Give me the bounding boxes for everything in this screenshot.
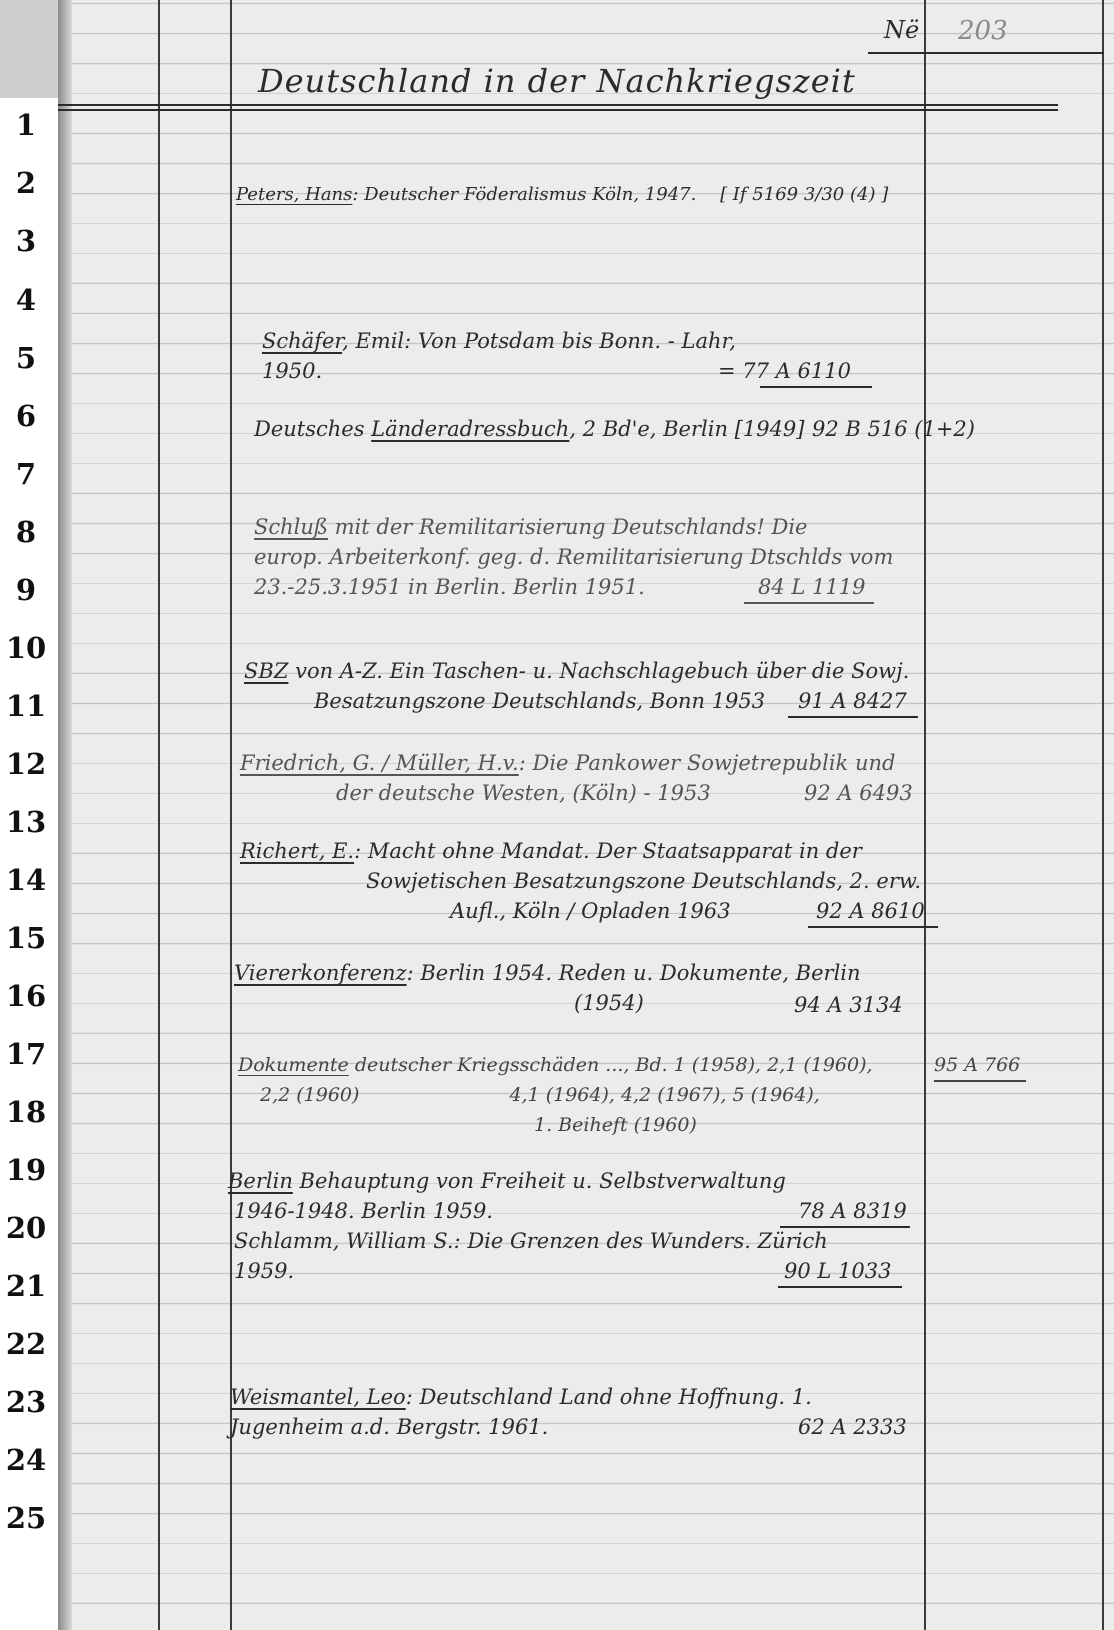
entry-text: 1959. (234, 1259, 295, 1283)
card-title: Deutschland in der Nachkriegszeit (258, 62, 856, 100)
margin-rule-left (158, 0, 160, 1630)
entry-text: 4,1 (1964), 4,2 (1967), 5 (1964), (509, 1084, 820, 1106)
entry-text: 1950. (262, 359, 323, 383)
entry-signature: [ If 5169 3/30 (4) ] (720, 184, 889, 205)
margin-rule-right (924, 0, 926, 1630)
entry-author: Schäfer (262, 329, 343, 353)
row-number: 8 (15, 515, 37, 549)
entry-signature: 92 A 8610 (816, 899, 925, 923)
entry-text: europ. Arbeiterkonf. geg. d. Remilitarisierung Dtschlds vom (254, 545, 894, 569)
entry-text: Jugenheim a.d. Bergstr. 1961. (230, 1415, 549, 1439)
entry-title: Schluß (254, 515, 328, 539)
row-number: 17 (5, 1037, 47, 1071)
entry-signature: 84 L 1119 (758, 575, 866, 599)
entry-author: Peters, Hans (236, 184, 353, 205)
entry-text: 1. Beiheft (1960) (534, 1114, 697, 1136)
entry-weismantel (230, 1382, 812, 1442)
entry-text: : Deutscher Föderalismus Köln, 1947. (352, 184, 697, 205)
signature-underline (778, 1286, 902, 1288)
entry-text: 23.-25.3.1951 in Berlin. Berlin 1951. (254, 575, 645, 599)
entry-title: Viererkonferenz (234, 961, 407, 985)
entry-signature: 62 A 2333 (798, 1415, 907, 1439)
entry-author: Richert, E. (240, 839, 355, 863)
number-box-rule (868, 52, 1104, 54)
entry-schaefer (262, 326, 736, 386)
page-rule-right (1102, 0, 1104, 1630)
row-number: 21 (5, 1269, 47, 1303)
entry-text: Schlamm, William S.: Die Grenzen des Wunders. Zürich (234, 1229, 828, 1253)
entry-text: von A-Z. Ein Taschen- u. Nachschlagebuch über die Sowj. (288, 659, 910, 683)
signature-underline (744, 602, 874, 604)
entry-viererkonferenz (234, 958, 861, 1018)
card-number-label: Në (884, 16, 920, 44)
row-number: 6 (15, 399, 37, 433)
row-number: 16 (5, 979, 47, 1013)
entry-text: , 2 Bd'e, Berlin [1949] (569, 417, 805, 441)
entry-text: : Berlin 1954. Reden u. Dokumente, Berlin (406, 961, 861, 985)
entry-signature: 92 A 6493 (804, 781, 913, 805)
entry-text: Sowjetischen Besatzungszone Deutschlands, 2. erw. (366, 869, 922, 893)
entry-berlin (228, 1166, 786, 1226)
row-number: 14 (5, 863, 47, 897)
signature-underline (788, 716, 918, 718)
entry-text: : Macht ohne Mandat. Der Staatsapparat in der (354, 839, 862, 863)
entry-signature: 90 L 1033 (784, 1259, 892, 1283)
entry-text: Behauptung von Freiheit u. Selbstverwaltung (292, 1169, 786, 1193)
row-number: 11 (5, 689, 47, 723)
entry-signature: 94 A 3134 (794, 993, 903, 1017)
row-number: 25 (5, 1501, 47, 1535)
row-number: 10 (5, 631, 47, 665)
row-number: 15 (5, 921, 47, 955)
row-number: 19 (5, 1153, 47, 1187)
entry-text: Besatzungszone Deutschlands, Bonn 1953 (314, 689, 766, 713)
row-number: 23 (5, 1385, 47, 1419)
row-number: 20 (5, 1211, 47, 1245)
row-number: 4 (15, 283, 37, 317)
entry-dokumente (238, 1050, 873, 1140)
page-edge-shadow (58, 0, 72, 1630)
signature-underline (808, 926, 938, 928)
entry-signature: = 77 A 6110 (718, 359, 851, 383)
entry-text: : Die Pankower Sowjetrepublik und (518, 751, 896, 775)
row-number: 1 (15, 108, 37, 142)
entry-signature: 92 B 516 (1+2) (812, 417, 975, 441)
signature-underline (934, 1080, 1026, 1082)
entry-signature: 91 A 8427 (798, 689, 907, 713)
entry-text: , Emil: Von Potsdam bis Bonn. - Lahr, (342, 329, 736, 353)
entry-schlamm (234, 1226, 828, 1286)
entry-laenderadressbuch (254, 414, 805, 444)
row-number: 18 (5, 1095, 47, 1129)
entry-text: 1946-1948. Berlin 1959. (234, 1199, 493, 1223)
entry-title: Länderadressbuch (371, 417, 570, 441)
signature-underline (760, 386, 872, 388)
header-double-rule-2 (58, 109, 1058, 111)
row-number: 5 (15, 341, 37, 375)
row-number: 7 (15, 457, 37, 491)
entry-text: (1954) (574, 991, 644, 1015)
header-double-rule (58, 104, 1058, 106)
row-number: 2 (15, 166, 37, 200)
entry-text: der deutsche Westen, (Köln) - 1953 (336, 781, 711, 805)
row-number: 3 (15, 224, 37, 258)
row-number: 24 (5, 1443, 47, 1477)
entry-peters (236, 180, 888, 210)
entry-text: : Deutschland Land ohne Hoffnung. 1. (405, 1385, 812, 1409)
entry-text: Aufl., Köln / Opladen 1963 (450, 899, 731, 923)
row-number: 9 (15, 573, 37, 607)
entry-signature: 78 A 8319 (798, 1199, 907, 1223)
entry-author: Weismantel, Leo (230, 1385, 406, 1409)
card-number: 203 (958, 16, 1008, 46)
gutter-header (0, 0, 58, 98)
index-card (58, 0, 1114, 1630)
entry-text: Deutsches (254, 417, 372, 441)
entry-title: Dokumente (238, 1054, 349, 1076)
entry-text: deutscher Kriegsschäden ..., Bd. 1 (1958), 2,1 (1960), (348, 1054, 873, 1076)
row-number: 13 (5, 805, 47, 839)
entry-title: SBZ (244, 659, 289, 683)
entry-friedrich (240, 748, 895, 808)
entry-text: 2,2 (1960) (260, 1084, 360, 1106)
entry-text: mit der Remilitarisierung Deutschlands! Die (327, 515, 808, 539)
entry-author: Friedrich, G. / Müller, H.v. (240, 751, 519, 775)
entry-title: Berlin (228, 1169, 293, 1193)
entry-signature: 95 A 766 (934, 1054, 1021, 1076)
row-number: 22 (5, 1327, 47, 1361)
row-number: 12 (5, 747, 47, 781)
